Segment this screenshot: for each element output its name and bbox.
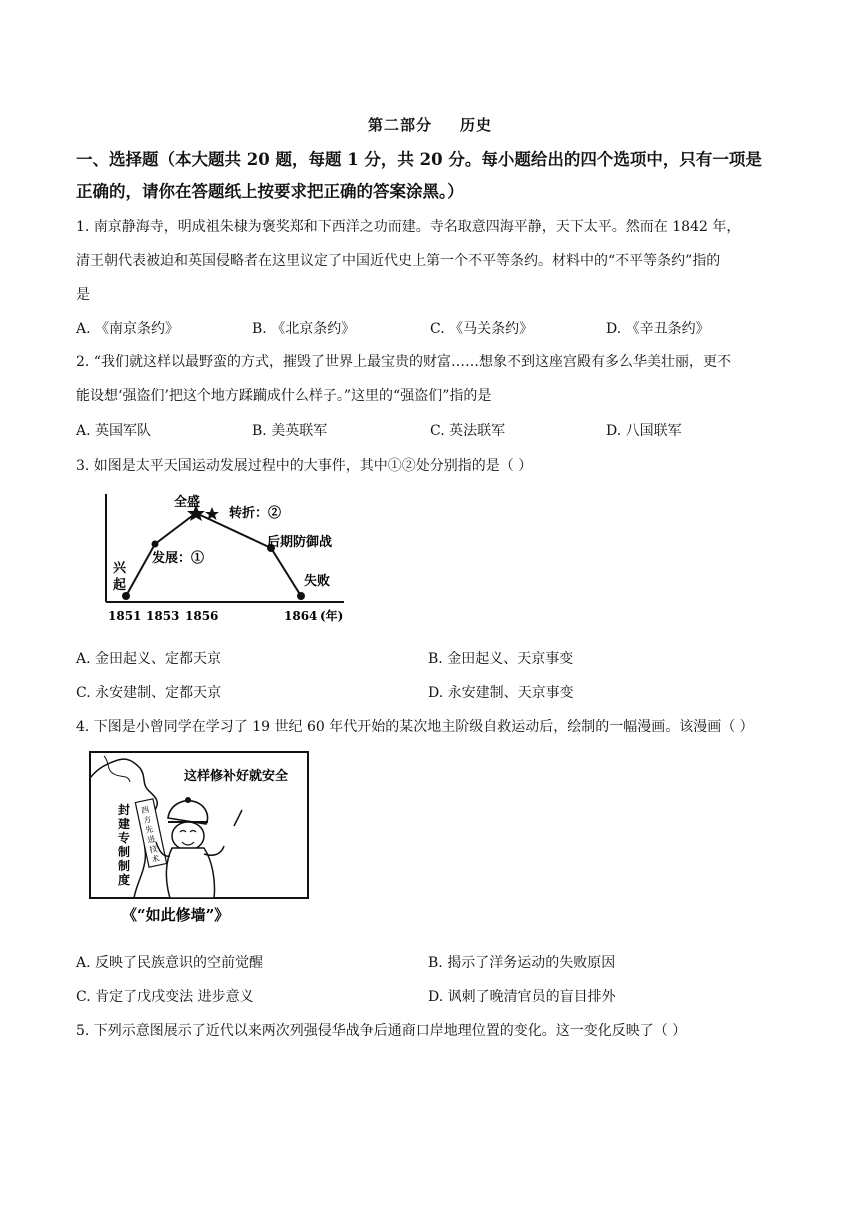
q4-option-b[interactable]: B. 揭示了洋务运动的失败原因 [428,955,616,971]
q4-option-a[interactable]: A. 反映了民族意识的空前觉醒 [76,955,264,971]
q1-option-a[interactable]: A. 《南京条约》 [76,321,180,337]
q1-option-c[interactable]: C. 《马关条约》 [430,321,534,337]
q4-stem: 4. 下图是小曾同学在学习了 19 世纪 60 年代开始的某次地主阶级自救运动后，绘制的一幅漫画。该漫画（ ） [76,719,754,735]
wall-label-6: 度 [118,873,131,887]
q2-option-d[interactable]: D. 八国联军 [606,423,682,439]
q1-stem-line1: 1. 南京静海寺，明成祖朱棣为褒奖郑和下西洋之功而建。寺名取意四海平静，天下太平。然而在 1842 年， [76,219,741,235]
label-fail: 失败 [304,574,331,589]
q2-stem-line2: 能设想‘强盗们’把这个地方蹂躏成什么样子。”这里的“强盗们”指的是 [76,388,492,404]
point-develop [152,541,159,548]
q1-option-b[interactable]: B. 《北京条约》 [252,321,356,337]
q1-option-d[interactable]: D. 《辛丑条约》 [606,321,710,337]
q3-option-a[interactable]: A. 金田起义、定都天京 [76,651,222,667]
label-develop: 发展：① [152,551,205,566]
q3-option-c[interactable]: C. 永安建制、定都天京 [76,685,222,701]
official-face [172,822,204,850]
q2-option-c[interactable]: C. 英法联军 [430,423,506,439]
section-heading-line2: 正确的，请你在答题纸上按要求把正确的答案涂黑。） [76,182,464,201]
wall-label-4: 制 [118,845,131,859]
section-heading-line1: 一、选择题（本大题共 20 题，每题 1 分，共 20 分。每小题给出的四个选项中，只有一项是 [76,150,762,169]
wall-label-2: 建 [118,817,131,831]
q4-option-d[interactable]: D. 讽刺了晚清官员的盲目排外 [428,989,616,1005]
point-fail [297,592,305,600]
q5-stem: 5. 下列示意图展示了近代以来两次列强侵华战争后通商口岸地理位置的变化。这一变化反映了（ ） [76,1023,687,1039]
patch-char-4: 进 [146,834,157,845]
hat-button [185,797,191,803]
label-peak: 全盛 [174,495,201,510]
cartoon-caption: 《“如此修墙”》 [122,906,230,924]
patch-char-1: 西 [140,804,150,816]
label-rise-2: 起 [113,578,127,593]
q3-stem: 3. 如图是太平天国运动发展过程中的大事件，其中①②处分别指的是（ ） [76,458,533,474]
tick-1856: 1856 [185,609,219,623]
q2-option-b[interactable]: B. 美英联军 [252,423,328,439]
patch-char-5: 技 [148,844,159,855]
label-rise-1: 兴 [113,561,127,576]
axis-unit: (年) [320,609,344,623]
subject-label: 历史 [460,116,493,134]
label-late: 后期防御战 [267,535,333,550]
patch-char-6: 术 [150,853,161,865]
point-rise [122,592,130,600]
q3-option-b[interactable]: B. 金田起义、天京事变 [428,651,574,667]
tick-1853: 1853 [146,609,180,623]
speech-text: 这样修补好就安全 [184,769,289,784]
q3-option-d[interactable]: D. 永安建制、天京事变 [428,685,574,701]
part-label: 第二部分 [367,116,432,134]
q2-option-a[interactable]: A. 英国军队 [76,423,152,439]
q1-stem-line2: 清王朝代表被迫和英国侵略者在这里议定了中国近代史上第一个不平等条约。材料中的“不平等条约”指的 [76,253,721,269]
tick-1851: 1851 [108,609,142,623]
label-turn: 转折：② [229,506,282,521]
taiping-timeline-figure [96,486,366,632]
wall-repair-cartoon [84,748,314,932]
patch-char-2: 方 [142,814,153,826]
q4-option-c[interactable]: C. 肯定了戊戌变法 进步意义 [76,989,254,1005]
wall-label-5: 制 [118,859,131,873]
patch-char-3: 先 [144,824,155,836]
page-title [0,114,860,135]
q1-stem-line3: 是 [76,287,90,303]
wall-label-1: 封 [118,803,131,817]
q2-stem-line1: 2. “我们就这样以最野蛮的方式，摧毁了世界上最宝贵的财富……想象不到这座宫殿有多么华美壮丽，更不 [76,354,731,370]
wall-label-3: 专 [118,831,131,845]
tick-1864: 1864 [284,609,318,623]
